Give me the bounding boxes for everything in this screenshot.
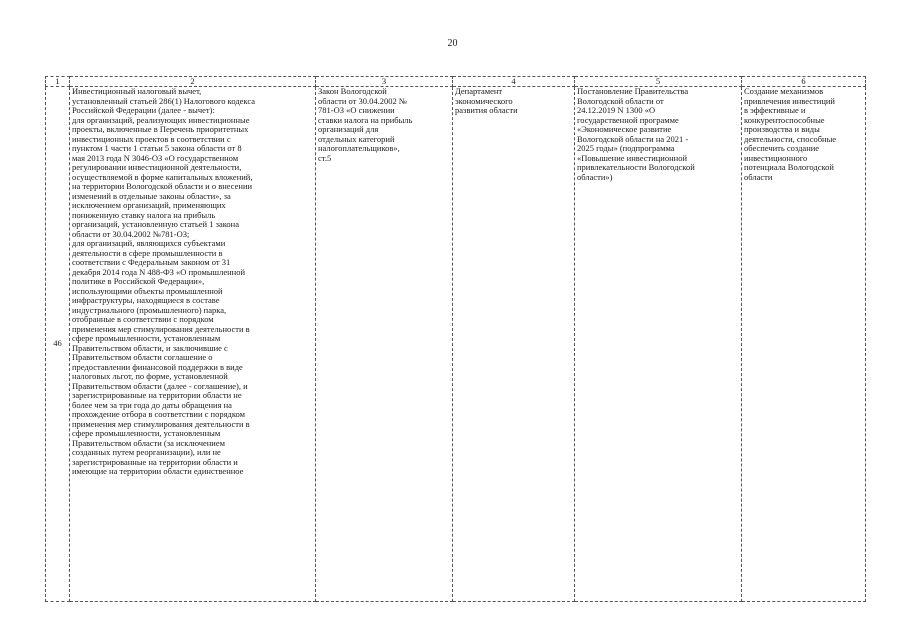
goal-text: Создание механизмов привлечения инвестиций в эффективные и конкурентоспособные производства и виды деятельности, способные обеспечить создание инвестиционного потенциала Вологодской области — [744, 86, 837, 182]
curator-text: Департамент экономического развития области — [455, 86, 518, 115]
page-number: 20 — [447, 38, 458, 49]
cell-curator — [453, 87, 575, 602]
column-header: 1 — [46, 77, 70, 87]
cell-benefit-description — [70, 87, 316, 602]
column-header: 4 — [453, 77, 575, 87]
column-header: 3 — [316, 77, 453, 87]
benefit-description-text: Инвестиционный налоговый вычет, установленный статьей 286(1) Налогового кодекса Российской Федерации (далее - вычет): для организаций, реализующих инвестиционные проекты, включенные в Перечень приоритетных инвестиционных проектов в соответствии с пунктом 1 части 1 статьи 5 закона области от 8 мая 2013 года N 3046-ОЗ «О государственном регулировании инвестиционной деятельности, осуществляемой в форме капитальных вложений, на территории Вологодской области и о внесении изменений в отдельные законы области», за исключением организаций, применяющих пониженную ставку налога на прибыль организаций, установленную статьей 1 закона области от 30.04.2002 №781-ОЗ; для организаций, являющихся субъектами деятельности в сфере промышленности в соответствии с Федеральным законом от 31 декабря 2014 года N 488-ФЗ «О промышленной политике в Российской Федерации», использующими объекты промышленной инфраструктуры, находящиеся в составе индустриального (промышленного) парка, отобранные в соответствии с порядком применения мер стимулирования деятельности в сфере промышленности, установленным Правительством области, и заключившие с Правительством области соглашение о предоставлении финансовой поддержки в виде налоговых льгот, по форме, установленной Правительством области (далее - соглашение), и зарегистрированные на территории области не более чем за три года до даты обращения на прохождение отбора в соответствии с порядком применения мер стимулирования деятельности в сфере промышленности, установленным Правительством области (за исключением созданных путем реорганизации), или не зарегистрированные на территории области и имеющие на территории области единственное — [72, 86, 256, 476]
row-number: 46 — [46, 87, 70, 602]
program-text: Постановление Правительства Вологодской области от 24.12.2019 N 1300 «О государственной программе «Экономическое развитие Вологодской области на 2021 - 2025 годы» (подпрограмма «Повышение инвестиционной привлекательности Вологодской области») — [577, 86, 695, 182]
cell-program — [575, 87, 742, 602]
cell-legal-act — [316, 87, 453, 602]
column-header: 2 — [70, 77, 316, 87]
column-header: 5 — [575, 77, 742, 87]
legal-act-text: Закон Вологодской области от 30.04.2002 № 781-ОЗ «О снижении ставки налога на прибыль организаций для отдельных категорий налогоплательщиков», ст.5 — [318, 86, 413, 163]
cell-goal — [742, 87, 866, 602]
table-row — [46, 87, 866, 602]
column-header: 6 — [742, 77, 866, 87]
table-header-row — [46, 77, 866, 87]
benefits-table — [45, 76, 866, 602]
